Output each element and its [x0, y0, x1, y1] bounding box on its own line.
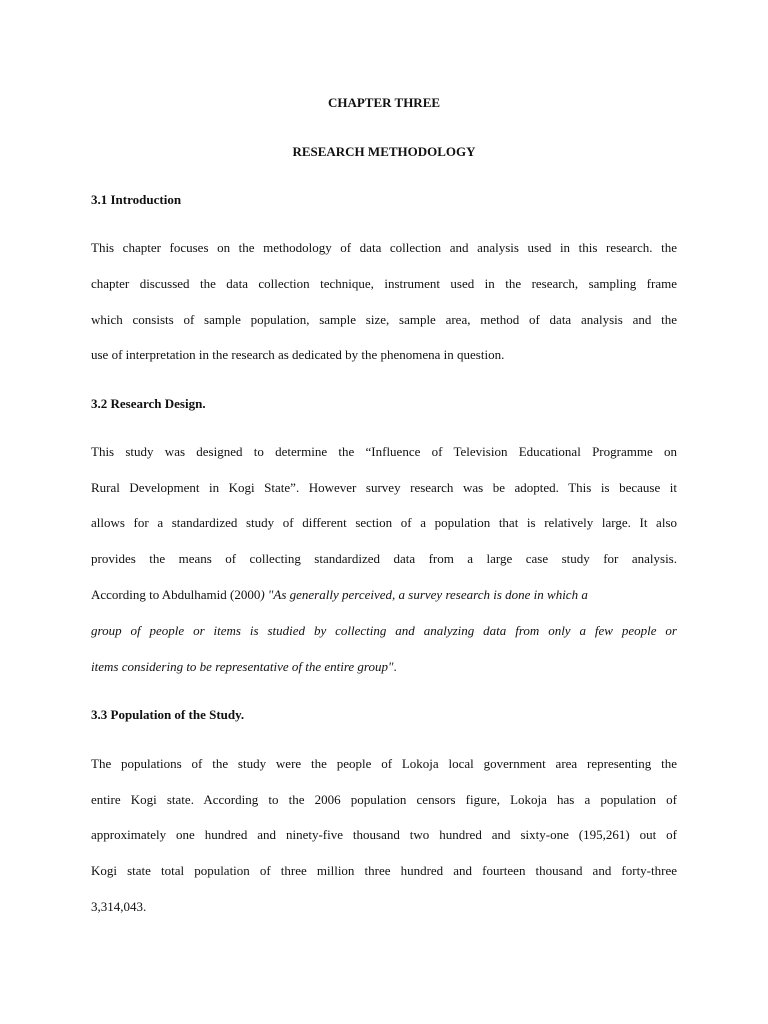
- paragraph-line: This study was designed to determine the “Influence of Television Educational Programme on: [91, 444, 677, 459]
- paragraph-line: Rural Development in Kogi State”. However survey research was be adopted. This is because it: [91, 480, 677, 495]
- paragraph-line: provides the means of collecting standardized data from a large case study for analysis.: [91, 551, 677, 566]
- paragraph-line: entire Kogi state. According to the 2006 population censors figure, Lokoja has a population of: [91, 792, 677, 807]
- quote-line-end: [91, 659, 677, 675]
- paragraph-line: use of interpretation in the research as dedicated by the phenomena in question.: [91, 347, 505, 362]
- paragraph-line: chapter discussed the data collection technique, instrument used in the research, sampling frame: [91, 276, 677, 291]
- section-heading-population: 3.3 Population of the Study.: [91, 707, 245, 722]
- paragraph-line: which consists of sample population, sample size, sample area, method of data analysis and the: [91, 312, 677, 327]
- section-heading-introduction: 3.1 Introduction: [91, 192, 182, 207]
- paragraph-line: approximately one hundred and ninety-five thousand two hundred and sixty-one (195,261) out of: [91, 827, 677, 842]
- quote-text: items considering to be representative of the entire group": [91, 659, 394, 674]
- quote-period: .: [393, 659, 397, 674]
- paragraph-line: allows for a standardized study of different section of a population that is relatively large. It also: [91, 515, 677, 530]
- paragraph-line: 3,314,043.: [91, 899, 147, 914]
- paragraph-line: Kogi state total population of three million three hundred and fourteen thousand and forty-three: [91, 863, 677, 878]
- paragraph-line: This chapter focuses on the methodology of data collection and analysis used in this research. the: [91, 240, 677, 255]
- chapter-title: CHAPTER THREE: [327, 95, 441, 110]
- chapter-subtitle: RESEARCH METHODOLOGY: [292, 144, 476, 159]
- citation-lead: According to Abdulhamid (2000: [91, 587, 261, 602]
- citation-line: [91, 587, 677, 603]
- quote-line: group of people or items is studied by collecting and analyzing data from only a few people or: [91, 623, 677, 638]
- paragraph-line: The populations of the study were the people of Lokoja local government area representing the: [91, 756, 677, 771]
- section-heading-research-design: 3.2 Research Design.: [91, 396, 206, 411]
- quote-text: ) "As generally perceived, a survey research is done in which a: [260, 587, 588, 602]
